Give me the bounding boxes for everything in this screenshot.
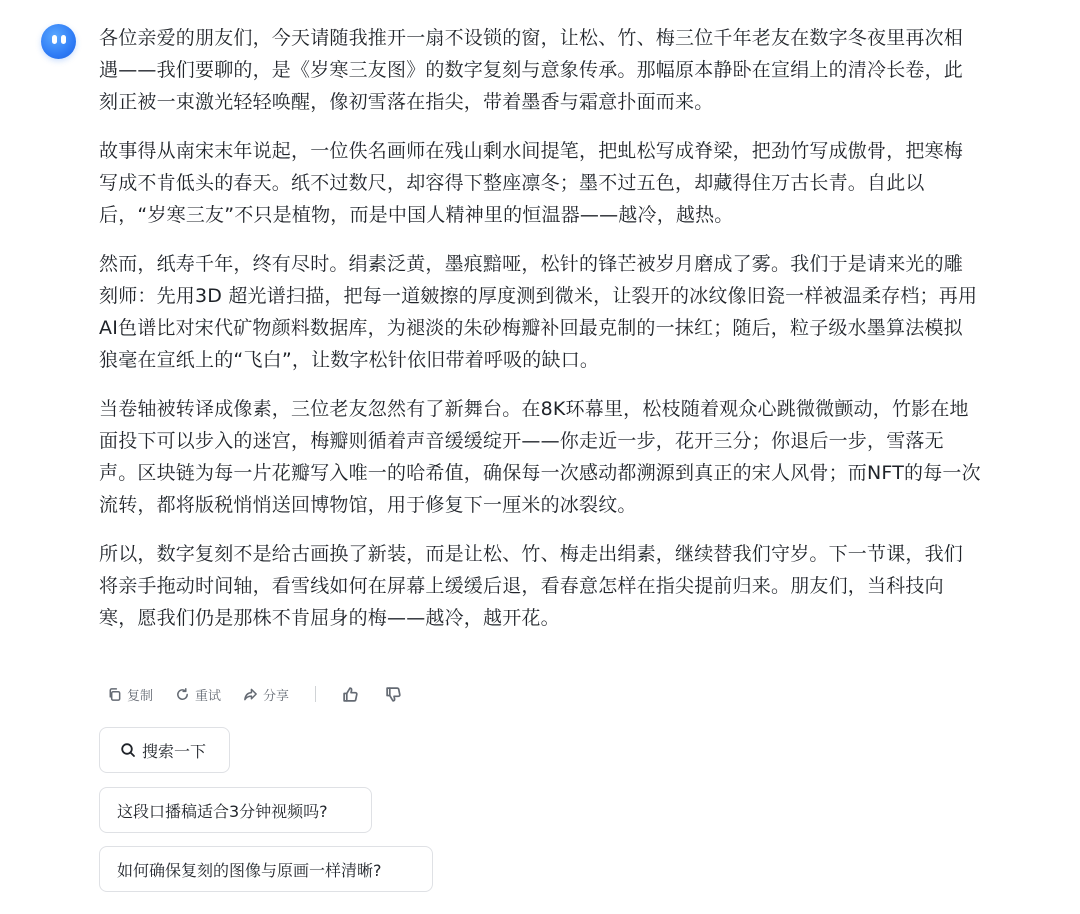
suggestion-item[interactable] <box>99 787 372 833</box>
avatar-eye-right <box>61 35 66 44</box>
search-suggestion-label: 搜索一下 <box>142 741 207 761</box>
copy-button[interactable] <box>107 685 153 704</box>
thumbs-down-icon <box>385 686 402 703</box>
message-paragraph-4: 当卷轴被转译成像素，三位老友忽然有了新舞台。在8K环幕里，松枝随着观众心跳微微颤动，竹影在地面投下可以步入的迷宫，梅瓣则循着声音缓缓绽开——你走近一步，花开三分；你退后一步，雪落无声。区块链为每一片花瓣写入唯一的哈希值，确保每一次感动都溯源到真正的宋人风骨；而NFT的每一次流转，都将版税悄悄送回博物馆，用于修复下一厘米的冰裂纹。 <box>99 398 981 516</box>
share-icon <box>243 687 258 702</box>
thumbs-down-button[interactable] <box>385 686 402 703</box>
message-actions <box>107 683 428 705</box>
thumbs-up-button[interactable] <box>342 686 359 703</box>
retry-button[interactable] <box>175 685 221 704</box>
suggestion-item-label: 这段口播稿适合3分钟视频吗? <box>117 801 328 821</box>
share-button[interactable] <box>243 685 289 704</box>
assistant-message <box>99 22 981 651</box>
message-paragraph-1: 各位亲爱的朋友们，今天请随我推开一扇不设锁的窗，让松、竹、梅三位千年老友在数字冬夜里再次相遇——我们要聊的，是《岁寒三友图》的数字复刻与意象传承。那幅原本静卧在宣绢上的清冷长卷，此刻正被一束激光轻轻唤醒，像初雪落在指尖，带着墨香与霜意扑面而来。 <box>99 27 964 113</box>
retry-label: 重试 <box>195 688 222 704</box>
thumbs-up-icon <box>342 686 359 703</box>
search-icon <box>120 742 136 758</box>
message-paragraph-5: 所以，数字复刻不是给古画换了新装，而是让松、竹、梅走出绢素，继续替我们守岁。下一节课，我们将亲手拖动时间轴，看雪线如何在屏幕上缓缓后退，看春意怎样在指尖提前归来。朋友们，当科技向寒，愿我们仍是那株不肯屈身的梅——越冷，越开花。 <box>99 543 964 629</box>
search-suggestion-button[interactable] <box>99 727 230 773</box>
suggestion-item-label: 如何确保复刻的图像与原画一样清晰? <box>117 860 382 880</box>
message-paragraph-2: 故事得从南宋末年说起，一位佚名画师在残山剩水间提笔，把虬松写成脊梁，把劲竹写成傲骨，把寒梅写成不肯低头的春天。纸不过数尺，却容得下整座凛冬；墨不过五色，却藏得住万古长青。自此以后，“岁寒三友”不只是植物，而是中国人精神里的恒温器——越冷，越热。 <box>99 140 964 226</box>
message-paragraph-3: 然而，纸寿千年，终有尽时。绢素泛黄，墨痕黯哑，松针的锋芒被岁月磨成了雾。我们于是请来光的雕刻师：先用3D 超光谱扫描，把每一道皴擦的厚度测到微米，让裂开的冰纹像旧瓷一样被温柔存档；再用AI色谱比对宋代矿物颜料数据库，为褪淡的朱砂梅瓣补回最克制的一抹红；随后，粒子级水墨算法模拟狼毫在宣纸上的“飞白”，让数字松针依旧带着呼吸的缺口。 <box>99 253 978 371</box>
suggestion-item[interactable] <box>99 846 433 892</box>
copy-icon <box>107 687 122 702</box>
actions-divider <box>315 686 316 702</box>
avatar-eye-left <box>52 35 57 44</box>
assistant-avatar-icon <box>41 24 76 59</box>
share-label: 分享 <box>263 688 290 704</box>
copy-label: 复制 <box>127 688 154 704</box>
retry-icon <box>175 687 190 702</box>
